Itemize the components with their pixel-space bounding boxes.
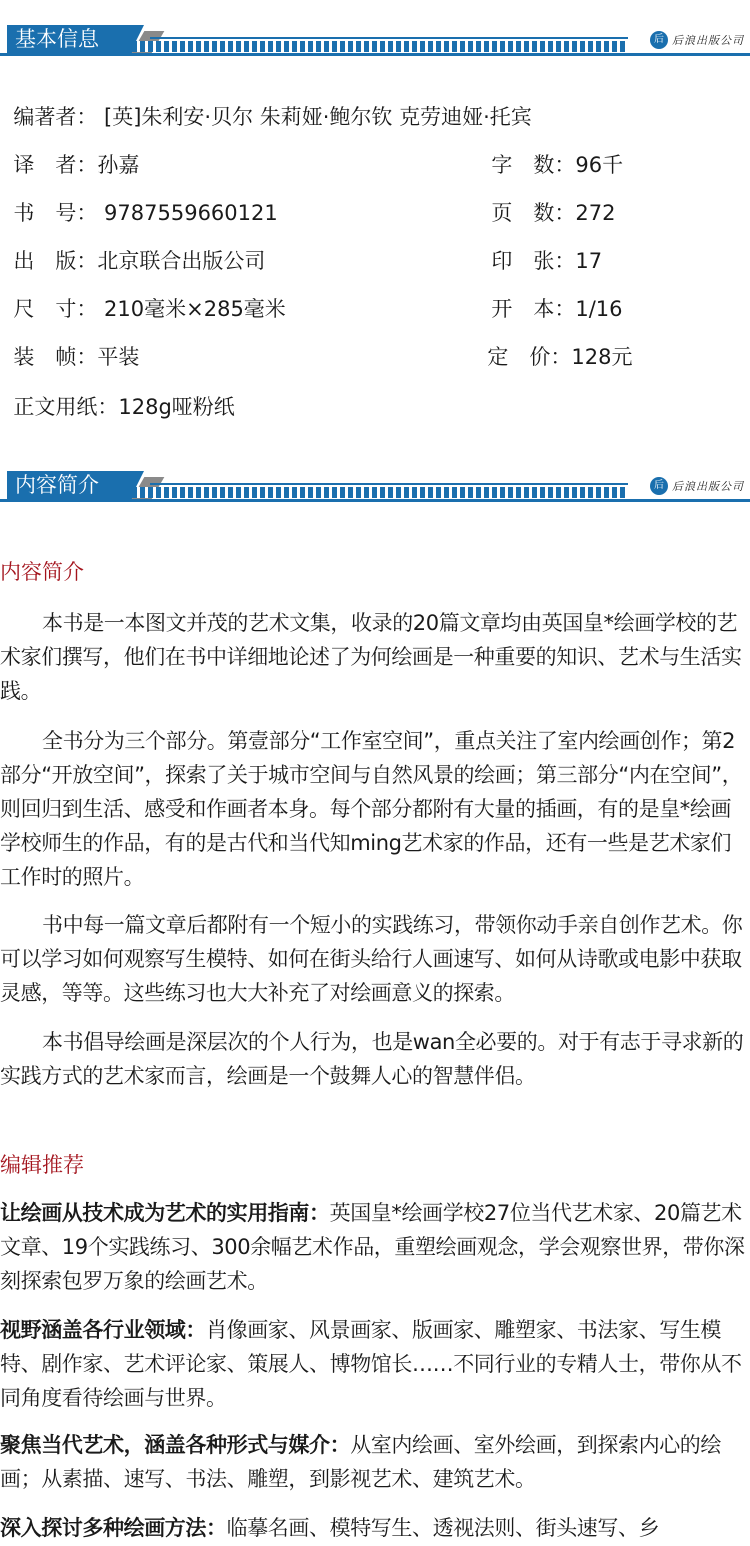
label: 字 数： <box>491 153 576 177</box>
recommend-item <box>0 1428 748 1496</box>
label: 装 帧： <box>13 345 98 369</box>
info-translator <box>0 126 139 178</box>
value: [英]朱利安·贝尔 朱莉娅·鲍尔钦 克劳迪娅·托宾 <box>104 105 532 129</box>
value: 9787559660121 <box>104 201 278 225</box>
summary-heading: 内容简介 <box>0 560 84 584</box>
label: 尺 寸： <box>13 297 98 321</box>
value: 1/16 <box>575 297 623 321</box>
header-stripes <box>132 487 628 498</box>
info-author <box>0 78 532 130</box>
section-title: 基本信息 <box>7 25 132 53</box>
label: 页 数： <box>491 201 576 225</box>
recommend-item-text: 临摹名画、模特写生、透视法则、街头速写、乡 <box>226 1516 660 1540</box>
value: 96千 <box>575 153 624 177</box>
section-header-summary <box>0 471 750 507</box>
value: 272 <box>575 201 616 225</box>
info-price <box>474 318 632 370</box>
recommend-item-title: 视野涵盖各行业领域： <box>0 1318 206 1342</box>
header-stripe-thin <box>150 37 628 39</box>
section-header-basic-info <box>0 25 750 61</box>
label: 开 本： <box>491 297 576 321</box>
recommend-item-title: 让绘画从技术成为艺术的实用指南： <box>0 1201 330 1225</box>
info-format <box>478 270 623 322</box>
section-title: 内容简介 <box>7 471 132 499</box>
logo-icon: 后 <box>650 477 668 495</box>
summary-paragraph: 本书是一本图文并茂的艺术文集，收录的20篇文章均由英国皇*绘画学校的艺术家们撰写，他们在书中详细地论述了为何绘画是一种重要的知识、艺术与生活实践。 <box>0 611 742 703</box>
header-line <box>0 53 750 56</box>
recommend-item <box>0 1196 748 1298</box>
recommend-item-title: 深入探讨多种绘画方法： <box>0 1516 227 1540</box>
info-publisher <box>0 222 265 274</box>
info-binding <box>0 318 139 370</box>
label: 译 者： <box>13 153 98 177</box>
info-size <box>0 270 286 322</box>
recommend-item <box>0 1511 748 1545</box>
recommend-item-text: 英国皇*绘画学校27位当代艺术家、20篇艺术文章、19个实践练习、300余幅艺术作品，重塑绘画观念，学会观察世界，带你深刻探索包罗万象的绘画艺术。 <box>0 1201 745 1293</box>
header-stripe-thin <box>150 483 628 485</box>
recommend-item-text: 肖像画家、风景画家、版画家、雕塑家、书法家、写生模特、剧作家、艺术评论家、策展人、博物馆长……不同行业的专精人士，带你从不同角度看待绘画与世界。 <box>0 1318 742 1410</box>
value: 平装 <box>97 345 140 369</box>
value: 北京联合出版公司 <box>97 249 266 273</box>
logo-text: 后浪出版公司 <box>672 480 744 493</box>
info-paper <box>0 368 235 420</box>
label: 书 号： <box>13 201 98 225</box>
info-words <box>478 126 623 178</box>
label: 定 价： <box>487 345 572 369</box>
value: 128g哑粉纸 <box>118 395 235 419</box>
recommend-item-text: 从室内绘画、室外绘画，到探索内心的绘画；从素描、速写、书法、雕塑，到影视艺术、建筑艺术。 <box>0 1433 722 1491</box>
recommend-item-title: 聚焦当代艺术，涵盖各种形式与媒介： <box>0 1433 351 1457</box>
header-stripes <box>132 41 628 52</box>
summary-paragraph: 书中每一篇文章后都附有一个短小的实践练习，带领你动手亲自创作艺术。你可以学习如何观察写生模特、如何在街头给行人画速写、如何从诗歌或电影中获取灵感，等等。这些练习也大大补充了对绘画意义的探索。 <box>0 913 743 1005</box>
summary-paragraph: 全书分为三个部分。第壹部分“工作室空间”，重点关注了室内绘画创作；第2部分“开放空间”，探索了关于城市空间与自然风景的绘画；第三部分“内在空间”，则回归到生活、感受和作画者本身。每个部分都附有大量的插画，有的是皇*绘画学校师生的作品，有的是古代和当代知ming艺术家的作品，还有一些是艺术家们工作时的照片。 <box>0 729 743 889</box>
publisher-logo <box>650 29 744 51</box>
publisher-logo <box>650 475 744 497</box>
info-isbn <box>0 174 278 226</box>
value: 128元 <box>571 345 633 369</box>
value: 17 <box>575 249 603 273</box>
info-pages <box>478 174 615 226</box>
value: 210毫米×285毫米 <box>104 297 286 321</box>
logo-icon: 后 <box>650 31 668 49</box>
value: 孙嘉 <box>97 153 140 177</box>
recommend-item <box>0 1313 748 1415</box>
label: 出 版： <box>13 249 98 273</box>
summary-paragraph: 本书倡导绘画是深层次的个人行为，也是wan全必要的。对于有志于寻求新的实践方式的艺术家而言，绘画是一个鼓舞人心的智慧伴侣。 <box>0 1030 744 1088</box>
logo-text: 后浪出版公司 <box>672 34 744 47</box>
label: 编著者： <box>13 105 98 129</box>
label: 印 张： <box>491 249 576 273</box>
label: 正文用纸： <box>13 395 119 419</box>
info-sheets <box>478 222 602 274</box>
recommend-heading: 编辑推荐 <box>0 1153 84 1177</box>
header-line <box>0 499 750 502</box>
